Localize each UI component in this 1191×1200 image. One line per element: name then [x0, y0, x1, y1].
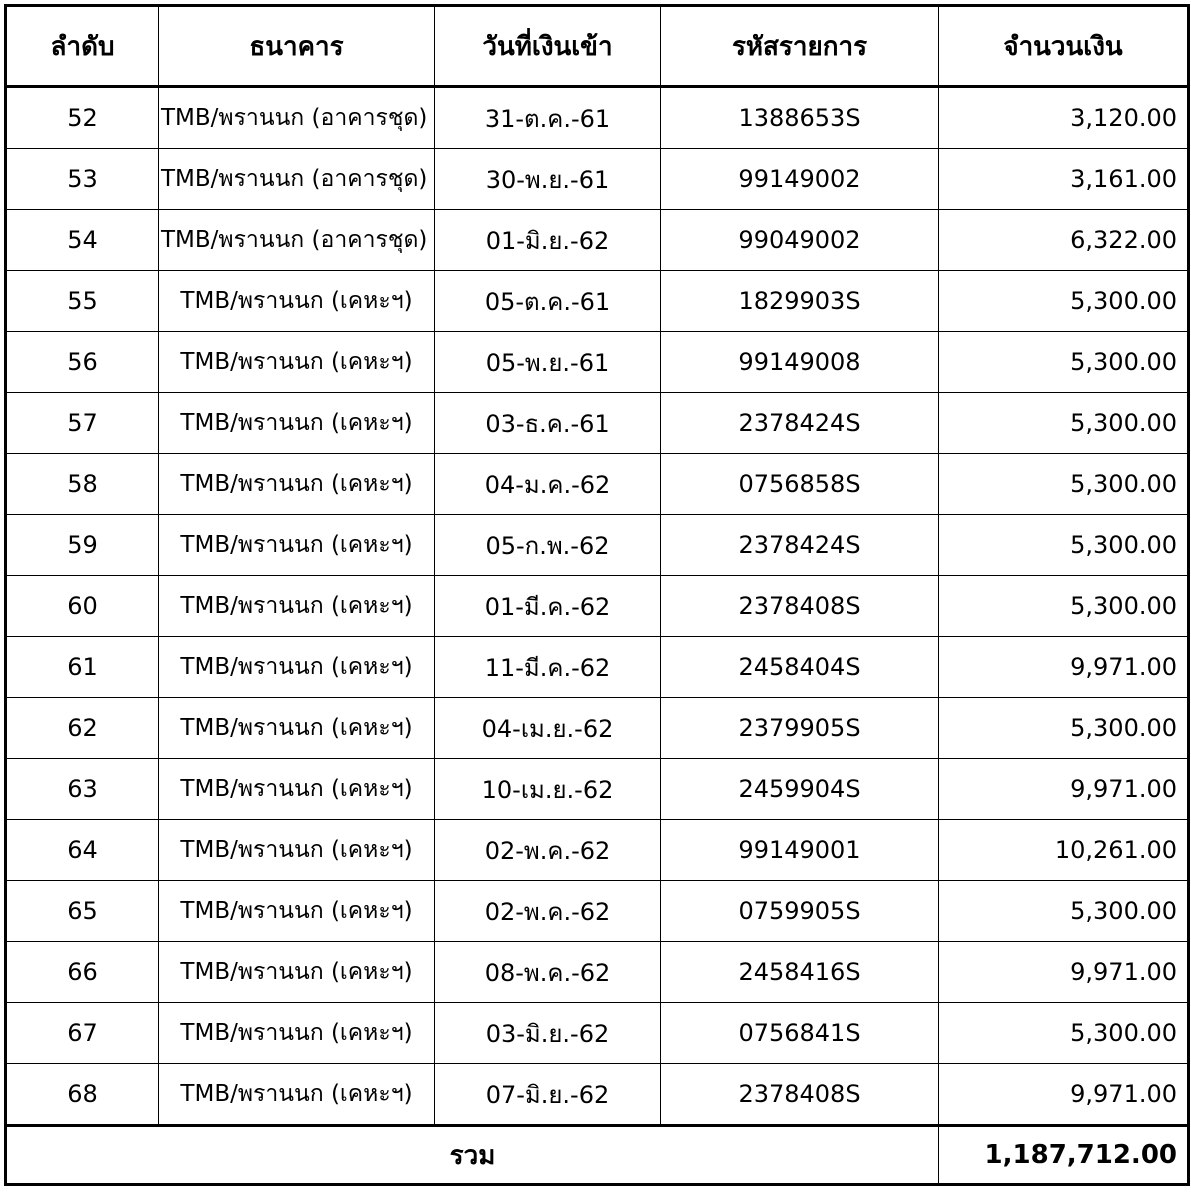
- table-body: [6, 87, 1189, 1126]
- table-row: [6, 576, 1189, 637]
- row-ref: 1829903S: [661, 271, 939, 332]
- row-no: 56: [6, 332, 159, 393]
- table-row: [6, 1064, 1189, 1126]
- row-bank: TMB/พรานนก (เคหะฯ): [159, 271, 435, 332]
- row-ref: 2378408S: [661, 576, 939, 637]
- row-bank: TMB/พรานนก (อาคารชุด): [159, 149, 435, 210]
- row-bank: TMB/พรานนก (เคหะฯ): [159, 515, 435, 576]
- row-no: 63: [6, 759, 159, 820]
- row-date: 05-ก.พ.-62: [435, 515, 661, 576]
- table-row: [6, 149, 1189, 210]
- row-bank: TMB/พรานนก (อาคารชุด): [159, 210, 435, 271]
- row-amount: 5,300.00: [939, 332, 1189, 393]
- row-no: 54: [6, 210, 159, 271]
- row-amount: 5,300.00: [939, 881, 1189, 942]
- row-date: 02-พ.ค.-62: [435, 820, 661, 881]
- total-amount: 1,187,712.00: [939, 1126, 1189, 1185]
- row-date: 04-เม.ย.-62: [435, 698, 661, 759]
- row-amount: 3,120.00: [939, 87, 1189, 149]
- table-row: [6, 271, 1189, 332]
- header-date: วันที่เงินเข้า: [435, 6, 661, 87]
- row-no: 57: [6, 393, 159, 454]
- row-date: 01-มิ.ย.-62: [435, 210, 661, 271]
- row-no: 60: [6, 576, 159, 637]
- row-ref: 2379905S: [661, 698, 939, 759]
- header-ref: รหัสรายการ: [661, 6, 939, 87]
- row-date: 03-ธ.ค.-61: [435, 393, 661, 454]
- row-bank: TMB/พรานนก (เคหะฯ): [159, 393, 435, 454]
- row-date: 10-เม.ย.-62: [435, 759, 661, 820]
- table-row: [6, 942, 1189, 1003]
- row-bank: TMB/พรานนก (เคหะฯ): [159, 332, 435, 393]
- table-row: [6, 515, 1189, 576]
- row-date: 01-มี.ค.-62: [435, 576, 661, 637]
- row-ref: 0756858S: [661, 454, 939, 515]
- row-amount: 9,971.00: [939, 1064, 1189, 1126]
- row-date: 02-พ.ค.-62: [435, 881, 661, 942]
- row-no: 53: [6, 149, 159, 210]
- deposit-table: [4, 4, 1190, 1186]
- row-bank: TMB/พรานนก (อาคารชุด): [159, 87, 435, 149]
- table-row: [6, 210, 1189, 271]
- row-date: 05-ต.ค.-61: [435, 271, 661, 332]
- table-row: [6, 87, 1189, 149]
- row-amount: 9,971.00: [939, 637, 1189, 698]
- row-amount: 5,300.00: [939, 576, 1189, 637]
- row-amount: 6,322.00: [939, 210, 1189, 271]
- row-ref: 2378408S: [661, 1064, 939, 1126]
- row-ref: 99149008: [661, 332, 939, 393]
- row-ref: 99149002: [661, 149, 939, 210]
- total-row: [6, 1126, 1189, 1185]
- row-no: 55: [6, 271, 159, 332]
- row-ref: 2378424S: [661, 393, 939, 454]
- header-row: [6, 6, 1189, 87]
- row-no: 52: [6, 87, 159, 149]
- row-ref: 0759905S: [661, 881, 939, 942]
- row-amount: 9,971.00: [939, 942, 1189, 1003]
- row-amount: 5,300.00: [939, 515, 1189, 576]
- row-amount: 5,300.00: [939, 698, 1189, 759]
- table-row: [6, 820, 1189, 881]
- row-amount: 10,261.00: [939, 820, 1189, 881]
- table-row: [6, 698, 1189, 759]
- table-row: [6, 881, 1189, 942]
- row-date: 03-มิ.ย.-62: [435, 1003, 661, 1064]
- row-date: 31-ต.ค.-61: [435, 87, 661, 149]
- row-date: 04-ม.ค.-62: [435, 454, 661, 515]
- row-ref: 2378424S: [661, 515, 939, 576]
- row-bank: TMB/พรานนก (เคหะฯ): [159, 881, 435, 942]
- row-ref: 1388653S: [661, 87, 939, 149]
- table-row: [6, 637, 1189, 698]
- row-bank: TMB/พรานนก (เคหะฯ): [159, 698, 435, 759]
- row-bank: TMB/พรานนก (เคหะฯ): [159, 454, 435, 515]
- row-date: 07-มิ.ย.-62: [435, 1064, 661, 1126]
- row-bank: TMB/พรานนก (เคหะฯ): [159, 1003, 435, 1064]
- row-ref: 2459904S: [661, 759, 939, 820]
- row-no: 66: [6, 942, 159, 1003]
- row-no: 65: [6, 881, 159, 942]
- row-ref: 2458416S: [661, 942, 939, 1003]
- row-amount: 3,161.00: [939, 149, 1189, 210]
- row-no: 67: [6, 1003, 159, 1064]
- row-bank: TMB/พรานนก (เคหะฯ): [159, 576, 435, 637]
- row-bank: TMB/พรานนก (เคหะฯ): [159, 1064, 435, 1126]
- row-date: 30-พ.ย.-61: [435, 149, 661, 210]
- row-bank: TMB/พรานนก (เคหะฯ): [159, 820, 435, 881]
- header-no: ลำดับ: [6, 6, 159, 87]
- row-no: 68: [6, 1064, 159, 1126]
- row-amount: 9,971.00: [939, 759, 1189, 820]
- row-ref: 2458404S: [661, 637, 939, 698]
- row-date: 08-พ.ค.-62: [435, 942, 661, 1003]
- row-amount: 5,300.00: [939, 454, 1189, 515]
- header-amount: จำนวนเงิน: [939, 6, 1189, 87]
- row-no: 59: [6, 515, 159, 576]
- table-row: [6, 454, 1189, 515]
- row-ref: 99149001: [661, 820, 939, 881]
- row-bank: TMB/พรานนก (เคหะฯ): [159, 759, 435, 820]
- table-row: [6, 332, 1189, 393]
- row-amount: 5,300.00: [939, 393, 1189, 454]
- row-ref: 0756841S: [661, 1003, 939, 1064]
- row-no: 62: [6, 698, 159, 759]
- row-ref: 99049002: [661, 210, 939, 271]
- table-row: [6, 393, 1189, 454]
- row-bank: TMB/พรานนก (เคหะฯ): [159, 637, 435, 698]
- row-date: 05-พ.ย.-61: [435, 332, 661, 393]
- row-no: 58: [6, 454, 159, 515]
- table-row: [6, 759, 1189, 820]
- row-bank: TMB/พรานนก (เคหะฯ): [159, 942, 435, 1003]
- row-amount: 5,300.00: [939, 1003, 1189, 1064]
- total-label: รวม: [6, 1126, 939, 1185]
- row-no: 64: [6, 820, 159, 881]
- header-bank: ธนาคาร: [159, 6, 435, 87]
- row-no: 61: [6, 637, 159, 698]
- table-row: [6, 1003, 1189, 1064]
- row-date: 11-มี.ค.-62: [435, 637, 661, 698]
- row-amount: 5,300.00: [939, 271, 1189, 332]
